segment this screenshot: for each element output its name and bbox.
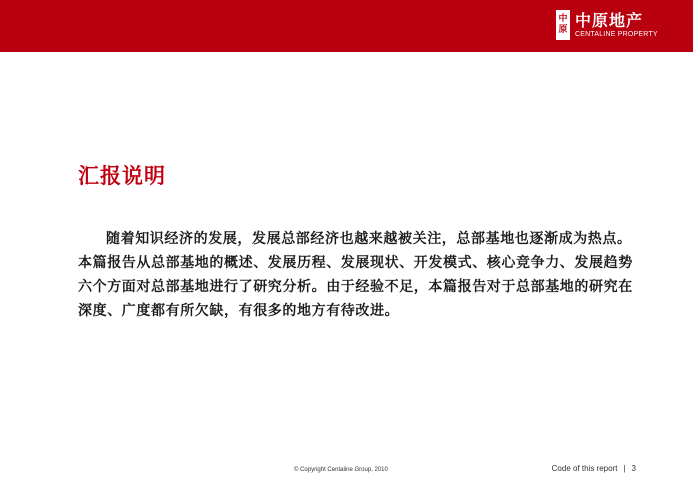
header-bar	[0, 0, 693, 52]
page-info	[552, 464, 636, 473]
slide-paragraph: 随着知识经济的发展，发展总部经济也越来越被关注，总部基地也逐渐成为热点。本篇报告从总部基地的概述、发展历程、发展现状、开发模式、核心竞争力、发展趋势六个方面对总部基地进行了研究分析。由于经验不足，本篇报告对于总部基地的研究在深度、广度都有所欠缺，有很多的地方有待改进。	[78, 231, 633, 319]
logo-seal	[556, 10, 570, 40]
copyright-notice: © Copyright Centaline Group, 2010	[294, 467, 388, 473]
footer-separator: |	[623, 464, 626, 473]
logo-text	[575, 12, 658, 39]
slide-paragraph-container	[78, 227, 634, 323]
logo-name-en: CENTALINE PROPERTY	[575, 30, 658, 38]
logo-seal-text: 中原	[558, 14, 568, 35]
page-number: 3	[631, 464, 636, 473]
logo-name-cn: 中原地产	[575, 10, 644, 30]
report-label: Code of this report	[551, 464, 618, 473]
centaline-logo	[556, 9, 658, 41]
slide-title: 汇报说明	[78, 164, 166, 188]
